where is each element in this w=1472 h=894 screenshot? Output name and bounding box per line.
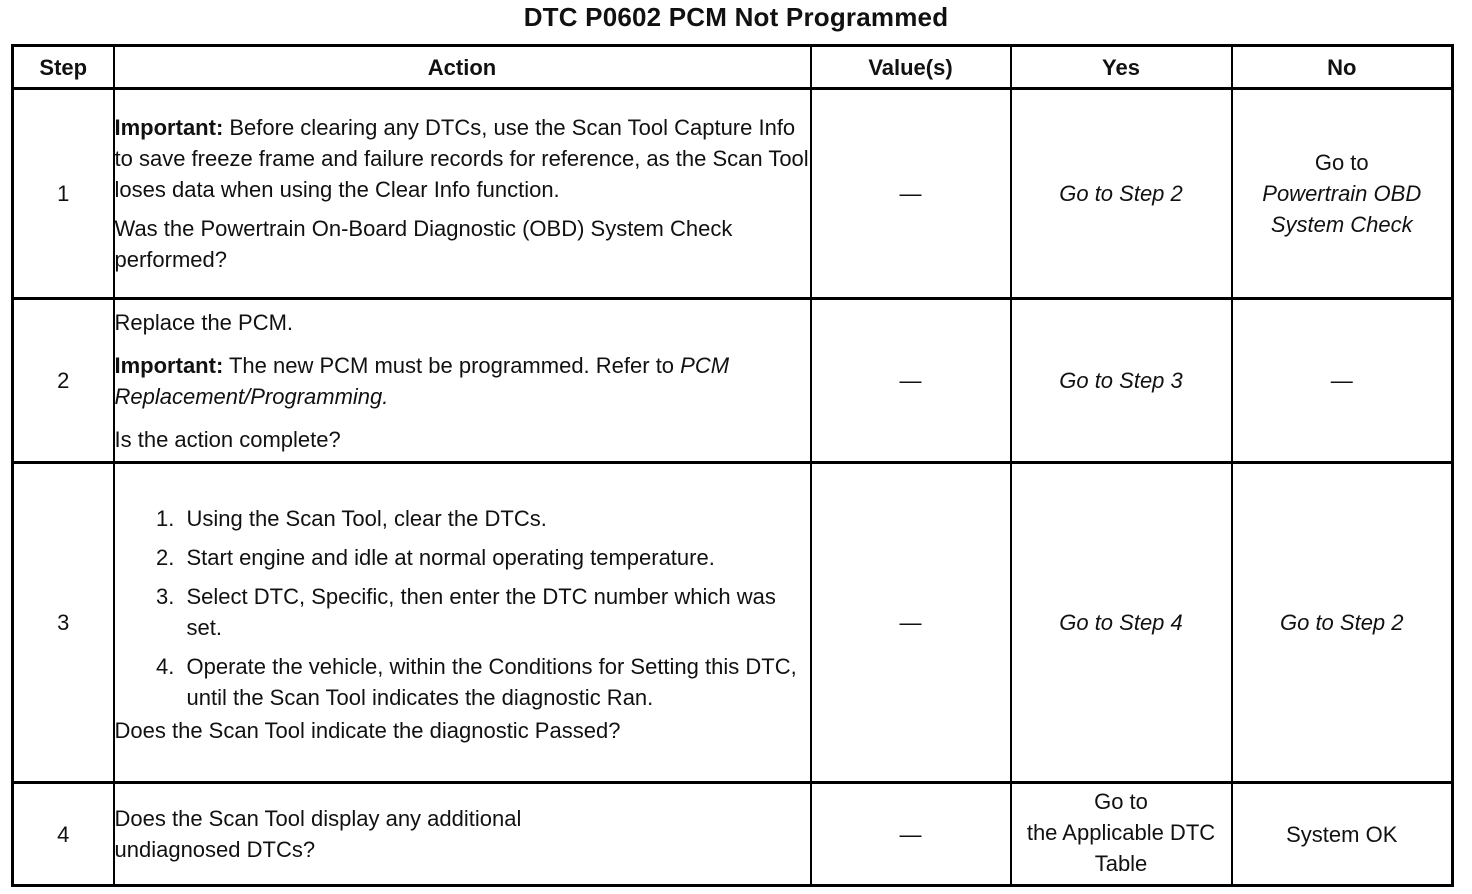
procedure-list xyxy=(115,503,810,713)
action-cell xyxy=(114,783,811,886)
go-to-step-link[interactable]: Go to Step 4 xyxy=(1059,610,1183,635)
yes-cell xyxy=(1011,89,1232,299)
go-to-step-link[interactable]: Go to Step 3 xyxy=(1059,368,1183,393)
table-row xyxy=(13,89,1453,299)
diagnostic-table xyxy=(11,44,1454,887)
action-question: Does the Scan Tool display any additional undiagnosed DTCs? xyxy=(114,806,522,862)
go-to-step-link[interactable]: Go to Step 2 xyxy=(1059,181,1183,206)
important-label: Important: xyxy=(114,352,224,378)
yes-cell xyxy=(1011,463,1232,783)
value-cell: — xyxy=(811,463,1011,783)
action-question: Is the action complete? xyxy=(114,426,341,452)
page-title: DTC P0602 PCM Not Programmed xyxy=(523,2,949,32)
value-cell: — xyxy=(811,299,1011,463)
table-row xyxy=(13,463,1453,783)
table-row xyxy=(13,299,1453,463)
header-yes: Yes xyxy=(1011,46,1232,89)
step-number: 4 xyxy=(13,783,114,886)
yes-cell xyxy=(1011,299,1232,463)
header-step: Step xyxy=(13,46,114,89)
table-row xyxy=(13,783,1453,886)
table-header-row xyxy=(13,46,1453,89)
important-note xyxy=(115,112,810,205)
action-question: Does the Scan Tool indicate the diagnostic Passed? xyxy=(114,718,621,743)
yes-cell xyxy=(1011,783,1232,886)
important-text: Before clearing any DTCs, use the Scan Tool Capture Info to save freeze frame and failure records for reference, as the Scan Tool loses data when using the Clear Info function. xyxy=(114,115,809,202)
go-to-text: Go to xyxy=(1314,150,1369,175)
no-cell xyxy=(1232,89,1453,299)
step-number: 2 xyxy=(13,299,114,463)
important-text: The new PCM must be programmed. Refer to xyxy=(223,352,681,378)
value-cell: — xyxy=(811,89,1011,299)
procedure-item: 1. Using the Scan Tool, clear the DTCs. xyxy=(181,503,810,534)
go-to-text: Go to xyxy=(1094,789,1148,814)
action-cell xyxy=(114,89,811,299)
procedure-item: 4. Operate the vehicle, within the Conditions for Setting this DTC, until the Scan Tool indicates the diagnostic Ran. xyxy=(181,651,810,713)
header-action: Action xyxy=(114,46,811,89)
procedure-item: 3. Select DTC, Specific, then enter the DTC number which was set. xyxy=(181,581,810,643)
no-cell xyxy=(1232,463,1453,783)
go-to-step-link[interactable]: Go to Step 2 xyxy=(1279,610,1404,635)
procedure-item: 2. Start engine and idle at normal operating temperature. xyxy=(181,542,810,573)
action-question: Was the Powertrain On-Board Diagnostic (OBD) System Check performed? xyxy=(114,216,733,272)
header-values: Value(s) xyxy=(811,46,1011,89)
no-cell: System OK xyxy=(1232,783,1453,886)
step-number: 3 xyxy=(13,463,114,783)
no-cell: — xyxy=(1232,299,1453,463)
applicable-dtc-table-link[interactable]: the Applicable DTC Table xyxy=(1026,820,1216,876)
pcm-programming-reference-link[interactable]: PCM Replacement/Programming. xyxy=(114,352,730,409)
action-instruction: Replace the PCM. xyxy=(114,309,294,335)
value-cell: — xyxy=(811,783,1011,886)
action-cell xyxy=(114,299,811,463)
important-note xyxy=(115,350,810,412)
step-number: 1 xyxy=(13,89,114,299)
powertrain-obd-check-link[interactable]: Powertrain OBD System Check xyxy=(1262,181,1422,237)
header-no: No xyxy=(1232,46,1453,89)
important-label: Important: xyxy=(114,115,224,140)
action-cell xyxy=(114,463,811,783)
